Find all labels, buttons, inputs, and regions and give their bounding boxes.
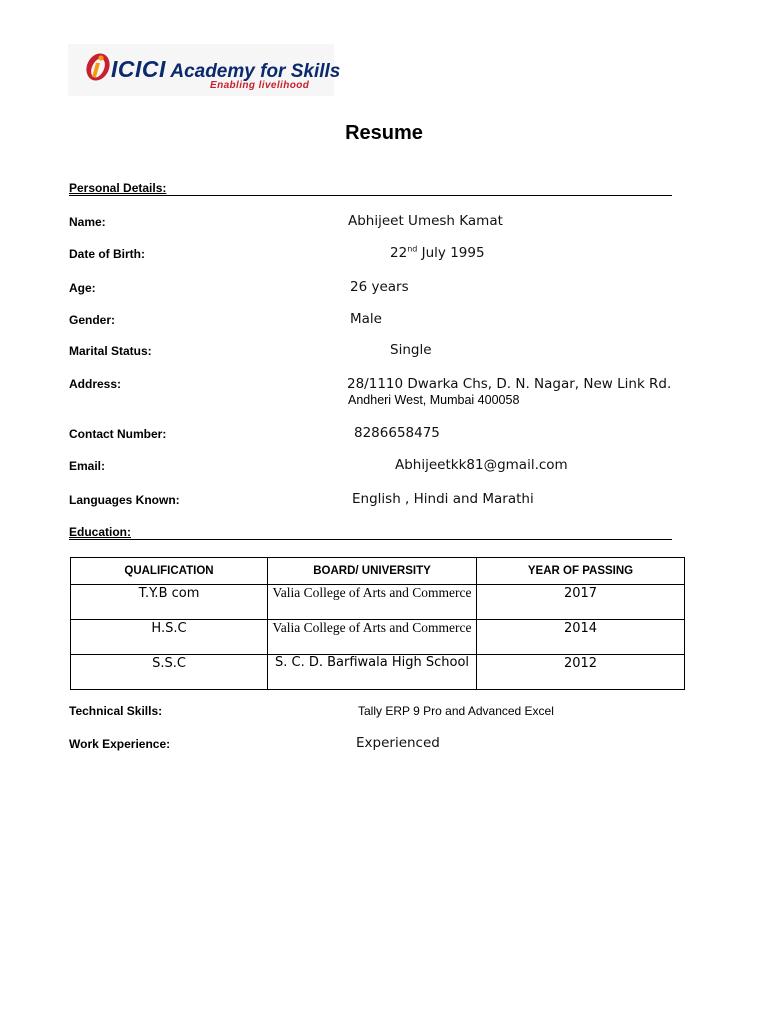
dob-value	[390, 245, 485, 261]
email-value: Abhijeetkk81@gmail.com	[395, 457, 568, 473]
board-header: BOARD/ UNIVERSITY	[268, 558, 477, 585]
table-row	[71, 585, 685, 620]
name-value: Abhijeet Umesh Kamat	[348, 213, 503, 229]
dob-label: Date of Birth:	[69, 247, 145, 261]
languages-label: Languages Known:	[69, 493, 180, 507]
logo-tagline: Enabling livelihood	[210, 80, 310, 91]
address-line2: Andheri West, Mumbai 400058	[348, 393, 520, 407]
work-experience-label: Work Experience:	[69, 737, 171, 751]
contact-number-value: 8286658475	[354, 425, 440, 441]
contact-number-label: Contact Number:	[69, 427, 167, 441]
languages-value: English , Hindi and Marathi	[352, 491, 534, 507]
icici-academy-logo	[68, 44, 341, 96]
gender-value: Male	[350, 311, 382, 327]
email-label: Email:	[69, 459, 106, 473]
education-heading-text: Education:	[69, 525, 131, 539]
address-label: Address:	[69, 377, 122, 391]
board-cell: Valia College of Arts and Commerce	[268, 620, 477, 655]
year-cell: 2014	[477, 620, 685, 655]
education-header-row	[71, 558, 685, 585]
qualification-cell: H.S.C	[71, 620, 268, 655]
board-cell: Valia College of Arts and Commerce	[268, 585, 477, 620]
year-cell: 2012	[477, 655, 685, 690]
table-row	[71, 620, 685, 655]
qualification-cell: S.S.C	[71, 655, 268, 690]
education-heading	[69, 525, 672, 540]
name-label: Name:	[69, 215, 106, 229]
table-row	[71, 655, 685, 690]
personal-details-heading	[69, 181, 672, 196]
address-line1: 28/1110 Dwarka Chs, D. N. Nagar, New Link Rd.	[347, 376, 672, 392]
page-title: Resume	[345, 122, 423, 144]
technical-skills-label: Technical Skills:	[69, 704, 163, 718]
dob-day: 22	[390, 245, 408, 261]
education-table	[70, 557, 685, 690]
dob-suffix: nd	[407, 244, 418, 254]
qualification-cell: T.Y.B com	[71, 585, 268, 620]
icici-logo-mark-icon	[82, 49, 112, 83]
work-experience-value: Experienced	[356, 735, 440, 751]
age-label: Age:	[69, 281, 96, 295]
logo-brand: ICICI	[111, 56, 166, 82]
marital-status-value: Single	[390, 342, 432, 358]
gender-label: Gender:	[69, 313, 116, 327]
marital-status-label: Marital Status:	[69, 344, 152, 358]
logo-rest: Academy for Skills	[170, 61, 341, 82]
year-header: YEAR OF PASSING	[477, 558, 685, 585]
year-cell: 2017	[477, 585, 685, 620]
qualification-header: QUALIFICATION	[71, 558, 268, 585]
technical-skills-value: Tally ERP 9 Pro and Advanced Excel	[358, 704, 554, 718]
personal-details-heading-text: Personal Details:	[69, 181, 167, 195]
logo-wordmark	[111, 56, 340, 83]
age-value: 26 years	[350, 279, 409, 295]
dob-rest: July 1995	[417, 245, 485, 261]
board-cell: S. C. D. Barfiwala High School	[268, 655, 477, 690]
